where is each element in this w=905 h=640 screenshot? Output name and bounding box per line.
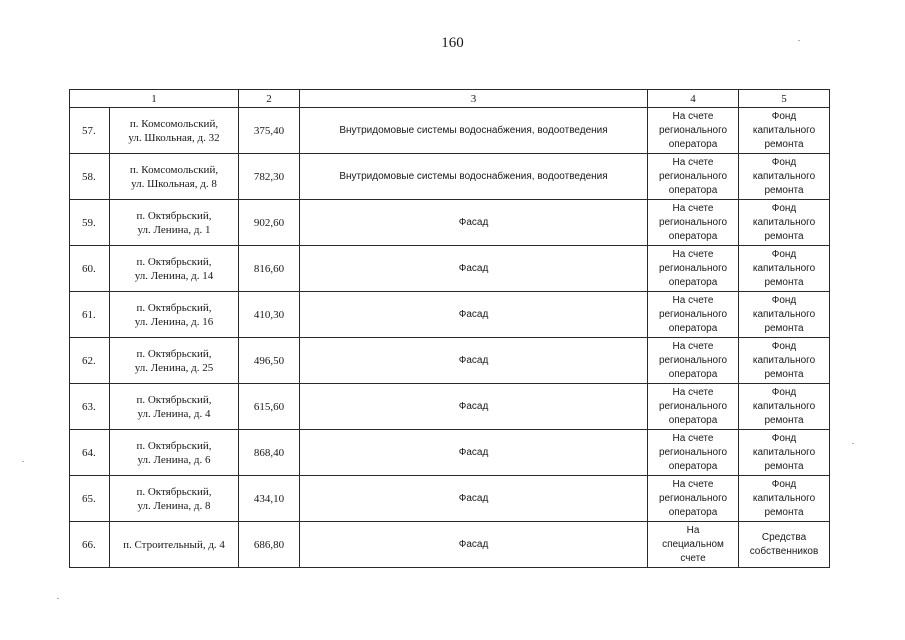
account-cell	[648, 430, 739, 476]
work-type-cell: Внутридомовые системы водоснабжения, водоотведения	[300, 154, 648, 200]
address-line-2: ул. Ленина, д. 1	[137, 223, 211, 236]
address-cell	[110, 246, 239, 292]
account-line: оператора	[668, 276, 718, 288]
address-line-1: п. Октябрьский,	[136, 439, 212, 452]
scan-speck	[57, 598, 59, 599]
address-cell	[110, 200, 239, 246]
account-line: оператора	[668, 184, 718, 196]
funding-source-cell	[739, 292, 830, 338]
funding-source-cell	[739, 430, 830, 476]
work-type-cell: Фасад	[300, 476, 648, 522]
account-cell	[648, 476, 739, 522]
area-cell: 686,80	[239, 522, 300, 568]
address-line-2: ул. Ленина, д. 14	[134, 269, 214, 282]
work-type-cell: Фасад	[300, 430, 648, 476]
table-row	[70, 338, 830, 384]
table-header-row	[70, 90, 830, 108]
account-cell	[648, 108, 739, 154]
account-cell	[648, 384, 739, 430]
funding-source-cell	[739, 154, 830, 200]
account-line: счете	[680, 552, 706, 564]
account-line: На счете	[672, 386, 714, 398]
row-number: 60.	[70, 246, 110, 292]
funding-line: Фонд	[771, 110, 797, 122]
area-cell: 816,60	[239, 246, 300, 292]
funding-line: ремонта	[764, 368, 804, 380]
scan-speck	[852, 443, 854, 444]
address-line-2: ул. Ленина, д. 8	[137, 499, 211, 512]
area-cell: 434,10	[239, 476, 300, 522]
funding-line: ремонта	[764, 230, 804, 242]
row-number: 58.	[70, 154, 110, 200]
scan-speck	[22, 461, 24, 462]
table-row	[70, 430, 830, 476]
funding-line: Фонд	[771, 156, 797, 168]
address-cell	[110, 476, 239, 522]
funding-line: ремонта	[764, 460, 804, 472]
header-cell-5: 5	[739, 90, 830, 108]
funding-source-cell	[739, 384, 830, 430]
address-line-1: п. Октябрьский,	[136, 301, 212, 314]
table-row	[70, 384, 830, 430]
funding-line: Фонд	[771, 340, 797, 352]
funding-line: ремонта	[764, 414, 804, 426]
table-row	[70, 522, 830, 568]
repair-table	[69, 89, 830, 568]
table-row	[70, 476, 830, 522]
account-line: На счете	[672, 248, 714, 260]
funding-line: Фонд	[771, 386, 797, 398]
row-number: 57.	[70, 108, 110, 154]
row-number: 64.	[70, 430, 110, 476]
table-row	[70, 154, 830, 200]
address-cell	[110, 522, 239, 568]
area-cell: 615,60	[239, 384, 300, 430]
account-line: На счете	[672, 202, 714, 214]
account-line: регионального	[658, 354, 728, 366]
account-cell	[648, 292, 739, 338]
row-number: 63.	[70, 384, 110, 430]
work-type-cell: Фасад	[300, 338, 648, 384]
funding-line: капитального	[752, 492, 816, 504]
address-line-2: ул. Ленина, д. 6	[137, 453, 211, 466]
funding-line: собственников	[749, 545, 819, 557]
funding-line: капитального	[752, 124, 816, 136]
account-line: На счете	[672, 294, 714, 306]
address-line-1: п. Октябрьский,	[136, 347, 212, 360]
row-number: 59.	[70, 200, 110, 246]
account-line: На	[686, 524, 700, 536]
address-cell	[110, 430, 239, 476]
account-line: оператора	[668, 414, 718, 426]
address-line-1: п. Комсомольский,	[129, 163, 219, 176]
account-line: регионального	[658, 400, 728, 412]
area-cell: 868,40	[239, 430, 300, 476]
header-cell-4: 4	[648, 90, 739, 108]
row-number: 62.	[70, 338, 110, 384]
account-cell	[648, 154, 739, 200]
address-line-1: п. Октябрьский,	[136, 209, 212, 222]
account-line: специальном	[662, 538, 724, 550]
funding-line: Фонд	[771, 478, 797, 490]
work-type-cell: Фасад	[300, 384, 648, 430]
account-line: регионального	[658, 124, 728, 136]
address-cell	[110, 108, 239, 154]
funding-line: капитального	[752, 262, 816, 274]
work-type-cell: Внутридомовые системы водоснабжения, водоотведения	[300, 108, 648, 154]
work-type-cell: Фасад	[300, 246, 648, 292]
work-type-cell: Фасад	[300, 200, 648, 246]
funding-line: капитального	[752, 308, 816, 320]
account-line: регионального	[658, 262, 728, 274]
row-number: 65.	[70, 476, 110, 522]
address-line-2: ул. Ленина, д. 25	[134, 361, 214, 374]
funding-source-cell	[739, 246, 830, 292]
work-type-cell: Фасад	[300, 292, 648, 338]
row-number: 61.	[70, 292, 110, 338]
account-cell	[648, 200, 739, 246]
account-line: оператора	[668, 368, 718, 380]
account-line: регионального	[658, 308, 728, 320]
area-cell: 375,40	[239, 108, 300, 154]
account-line: регионального	[658, 492, 728, 504]
table-row	[70, 292, 830, 338]
funding-line: ремонта	[764, 322, 804, 334]
area-cell: 902,60	[239, 200, 300, 246]
funding-line: Фонд	[771, 294, 797, 306]
funding-line: Средства	[761, 531, 807, 543]
address-cell	[110, 384, 239, 430]
funding-source-cell	[739, 338, 830, 384]
address-line-2: ул. Ленина, д. 16	[134, 315, 214, 328]
address-line-1: п. Комсомольский,	[129, 117, 219, 130]
account-line: На счете	[672, 110, 714, 122]
header-cell-1: 1	[70, 90, 239, 108]
area-cell: 782,30	[239, 154, 300, 200]
funding-line: ремонта	[764, 184, 804, 196]
funding-line: капитального	[752, 400, 816, 412]
account-line: оператора	[668, 138, 718, 150]
header-cell-2: 2	[239, 90, 300, 108]
address-line-2: ул. Ленина, д. 4	[137, 407, 211, 420]
address-line-2: ул. Школьная, д. 32	[128, 131, 220, 144]
funding-source-cell	[739, 200, 830, 246]
funding-line: капитального	[752, 354, 816, 366]
funding-line: капитального	[752, 170, 816, 182]
address-line-2: ул. Школьная, д. 8	[131, 177, 217, 190]
header-cell-3: 3	[300, 90, 648, 108]
account-line: оператора	[668, 322, 718, 334]
work-type-cell: Фасад	[300, 522, 648, 568]
scan-speck	[798, 40, 800, 41]
account-line: На счете	[672, 432, 714, 444]
funding-line: ремонта	[764, 138, 804, 150]
address-cell	[110, 292, 239, 338]
funding-line: ремонта	[764, 506, 804, 518]
area-cell: 410,30	[239, 292, 300, 338]
row-number: 66.	[70, 522, 110, 568]
funding-line: Фонд	[771, 432, 797, 444]
address-line-1: п. Октябрьский,	[136, 393, 212, 406]
funding-line: капитального	[752, 446, 816, 458]
address-line-1: п. Октябрьский,	[136, 255, 212, 268]
funding-line: капитального	[752, 216, 816, 228]
account-line: оператора	[668, 460, 718, 472]
address-cell	[110, 154, 239, 200]
table-row	[70, 246, 830, 292]
account-line: оператора	[668, 230, 718, 242]
page-number: 160	[441, 35, 464, 51]
account-line: оператора	[668, 506, 718, 518]
account-line: регионального	[658, 170, 728, 182]
address-line-1: п. Строительный, д. 4	[123, 538, 225, 551]
account-line: На счете	[672, 478, 714, 490]
address-cell	[110, 338, 239, 384]
account-cell	[648, 338, 739, 384]
account-line: На счете	[672, 340, 714, 352]
funding-source-cell	[739, 108, 830, 154]
account-cell	[648, 522, 739, 568]
funding-line: ремонта	[764, 276, 804, 288]
funding-line: Фонд	[771, 248, 797, 260]
account-line: На счете	[672, 156, 714, 168]
funding-source-cell	[739, 522, 830, 568]
table-row	[70, 108, 830, 154]
funding-source-cell	[739, 476, 830, 522]
funding-line: Фонд	[771, 202, 797, 214]
table-row	[70, 200, 830, 246]
area-cell: 496,50	[239, 338, 300, 384]
account-line: регионального	[658, 216, 728, 228]
address-line-1: п. Октябрьский,	[136, 485, 212, 498]
account-line: регионального	[658, 446, 728, 458]
account-cell	[648, 246, 739, 292]
